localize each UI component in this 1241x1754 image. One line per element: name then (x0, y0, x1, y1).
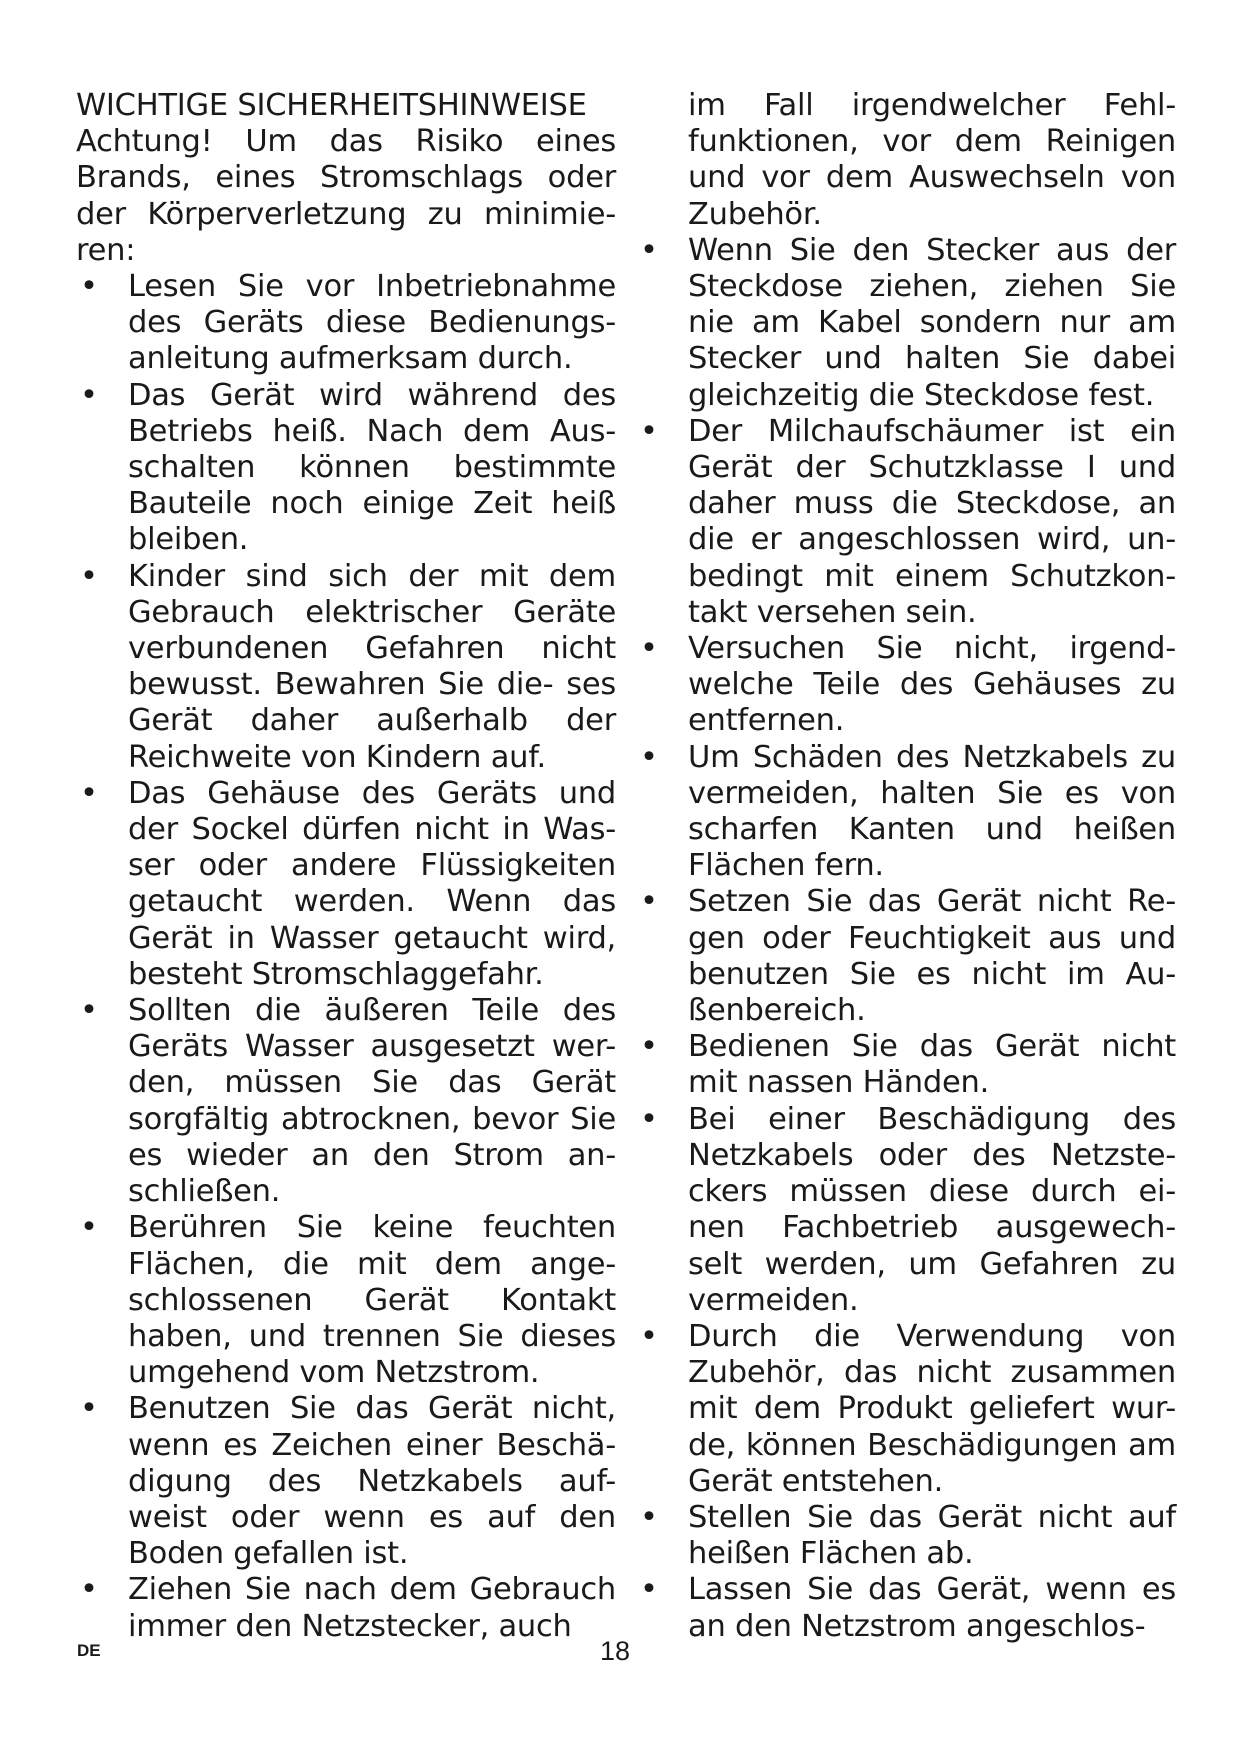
bullet-icon: • (80, 775, 98, 811)
bullet-icon: • (640, 739, 658, 775)
bullet-icon: • (640, 413, 658, 449)
right-column (636, 88, 1176, 1645)
list-item: • Lassen Sie das Gerät, wenn es an den Netzstrom angeschlos- (640, 1572, 1176, 1644)
bullet-icon: • (640, 232, 658, 268)
bullet-icon: • (640, 631, 658, 667)
list-item: • Um Schäden des Netzkabels zu vermeiden, halten Sie es von scharfen Kanten und heißen Flächen fern. (640, 739, 1176, 884)
list-item-continuation: im Fall irgendwelcher Fehl- funktionen, vor dem Reinigen und vor dem Auswechseln von Zubehör. (688, 88, 1176, 232)
bullet-icon: • (80, 558, 98, 594)
list-item: • Sollten die äußeren Teile des Geräts Wasser ausgesetzt wer- den, müssen Sie das Gerät sorgfältig abtrocknen, bevor Sie es wieder an den Strom an- schließen. (80, 993, 616, 1210)
list-item: • Das Gehäuse des Geräts und der Sockel dürfen nicht in Was- ser oder andere Flüssigkeiten getaucht werden. Wenn das Gerät in Wasser getaucht wird, besteht Stromschlaggefahr. (80, 775, 616, 992)
list-item: • Lesen Sie vor Inbetriebnahme des Geräts diese Bedienungs- anleitung aufmerksam durch. (80, 269, 616, 377)
bullet-icon: • (640, 1029, 658, 1065)
list-item: • Bei einer Beschädigung des Netzkabels oder des Netzste- ckers müssen diese durch ei- nen Fachbetrieb ausgewech- selt werden, um Gefahren zu vermeiden. (640, 1101, 1176, 1318)
bullet-icon: • (80, 1572, 98, 1608)
section-heading: WICHTIGE SICHERHEITSHINWEISE (76, 88, 587, 123)
intro-warning: Achtung! Um das Risiko eines Brands, eines Stromschlags oder der Körperverletzung zu minimie- ren: (76, 124, 616, 268)
bullet-icon: • (80, 377, 98, 413)
list-item: • Ziehen Sie nach dem Gebrauch immer den Netzstecker, auch (80, 1572, 616, 1644)
bullet-icon: • (80, 1391, 98, 1427)
bullet-icon: • (640, 1499, 658, 1535)
safety-list-right (636, 88, 1176, 1645)
list-item: • Setzen Sie das Gerät nicht Re- gen oder Feuchtigkeit aus und benutzen Sie es nicht im Au- ßenbereich. (640, 884, 1176, 1029)
list-item: • Der Milchaufschäumer ist ein Gerät der Schutzklasse I und daher muss die Steckdose, an die er angeschlossen wird, un- bedingt mit einem Schutzkon- takt versehen sein. (640, 413, 1176, 630)
bullet-icon: • (640, 1318, 658, 1354)
bullet-icon: • (640, 884, 658, 920)
list-item: • Bedienen Sie das Gerät nicht mit nassen Händen. (640, 1029, 1176, 1101)
left-column (76, 88, 616, 1645)
list-item: • Stellen Sie das Gerät nicht auf heißen Flächen ab. (640, 1499, 1176, 1572)
list-item: • Durch die Verwendung von Zubehör, das nicht zusammen mit dem Produkt geliefert wur- de, können Beschädigungen am Gerät entstehen. (640, 1318, 1176, 1499)
list-item: • Benutzen Sie das Gerät nicht, wenn es Zeichen einer Beschä- digung des Netzkabels auf- weist oder wenn es auf den Boden gefallen ist. (80, 1391, 616, 1572)
page-number: 18 (600, 1636, 631, 1666)
language-code: DE (77, 1641, 101, 1660)
bullet-icon: • (80, 1210, 98, 1246)
safety-list-left (76, 269, 616, 1645)
list-item: • Versuchen Sie nicht, irgend- welche Teile des Gehäuses zu entfernen. (640, 631, 1176, 739)
list-item: • Das Gerät wird während des Betriebs heiß. Nach dem Aus- schalten können bestimmte Bauteile noch einige Zeit heiß bleiben. (80, 377, 616, 558)
bullet-icon: • (640, 1572, 658, 1608)
list-item: • Kinder sind sich der mit dem Gebrauch elektrischer Geräte verbundenen Gefahren nicht bewusst. Bewahren Sie die- ses Gerät daher außerhalb der Reichweite von Kindern auf. (80, 558, 616, 775)
bullet-icon: • (80, 269, 98, 305)
bullet-icon: • (640, 1101, 658, 1137)
list-item: • Wenn Sie den Stecker aus der Steckdose ziehen, ziehen Sie nie am Kabel sondern nur am Stecker und halten Sie dabei gleichzeitig die Steckdose fest. (640, 232, 1176, 413)
bullet-icon: • (80, 993, 98, 1029)
list-item: • Berühren Sie keine feuchten Flächen, die mit dem ange- schlossenen Gerät Kontakt haben, und trennen Sie dieses umgehend vom Netzstrom. (80, 1210, 616, 1391)
